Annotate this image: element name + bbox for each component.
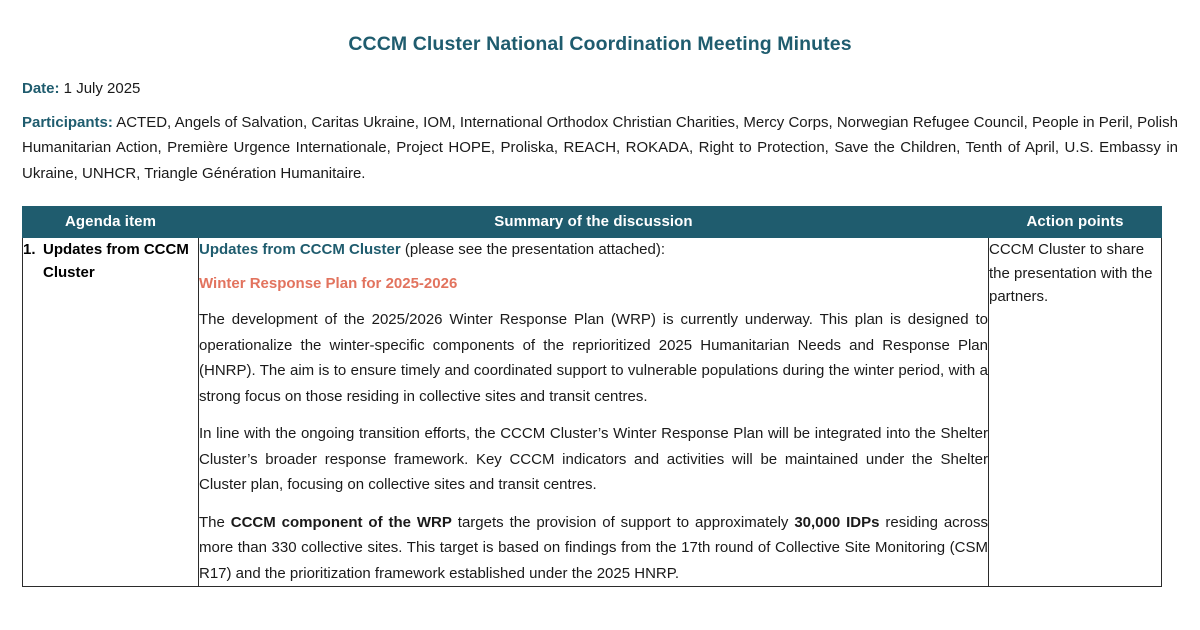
cell-agenda-item	[23, 238, 199, 587]
meta-participants-label: Participants:	[22, 113, 113, 131]
agenda-item-label: Updates from CCCM Cluster	[43, 241, 189, 281]
summary-subheading: Winter Response Plan for 2025-2026	[199, 275, 458, 292]
agenda-item-number: 1.	[23, 241, 36, 258]
cell-action-points	[989, 238, 1162, 587]
meta-participants-line	[22, 110, 1178, 187]
summary-lead-line	[199, 238, 988, 261]
meta-date-label: Date:	[22, 80, 60, 97]
meta-date-line	[22, 76, 1178, 102]
table-header-row	[23, 207, 1162, 238]
summary-p3-bold-1: CCCM component of the WRP	[230, 513, 452, 531]
action-point-text: CCCM Cluster to share the presentation with the partners.	[989, 241, 1153, 305]
summary-paragraph-1: The development of the 2025/2026 Winter Response Plan (WRP) is currently underway. This plan is designed to operationalize the winter-specific components of the reprioritized 2025 Humanitarian Needs and Response Plan (HNRP). The aim is to ensure timely and coordinated support to vulnerable populations during the winter period, with a strong focus on those residing in collective sites and transit centres.	[199, 311, 988, 405]
table-row	[23, 238, 1162, 587]
column-header-action-points: Action points	[989, 207, 1162, 238]
agenda-item-entry	[23, 238, 198, 284]
summary-p3-segment-2: targets the provision of support to approximately	[451, 513, 795, 531]
summary-lead-strong: Updates from CCCM Cluster	[199, 241, 401, 258]
page-title: CCCM Cluster National Coordination Meeting Minutes	[348, 33, 852, 55]
column-header-agenda-item: Agenda item	[23, 207, 199, 238]
summary-p3-bold-2: 30,000 IDPs	[794, 513, 880, 531]
meta-participants-value: ACTED, Angels of Salvation, Caritas Ukraine, IOM, International Orthodox Christian Charities, Mercy Corps, Norwegian Refugee Council, People in Peril, Polish Humanitarian Action, Première Urgence Internationale, Project HOPE, Proliska, REACH, ROKADA, Right to Protection, Save the Children, Tenth of April, U.S. Embassy in Ukraine, UNHCR, Triangle Génération Humanitaire.	[22, 113, 1178, 182]
meeting-minutes-table	[22, 206, 1162, 587]
summary-p3-segment-3: residing across more than 330 collective sites. This target is based on findings from the 17th round of Collective Site Monitoring (CSM R17) and the prioritization framework established under the 2025 HNRP.	[199, 513, 988, 582]
summary-lead-rest: (please see the presentation attached):	[400, 241, 666, 258]
summary-paragraph-2: In line with the ongoing transition efforts, the CCCM Cluster’s Winter Response Plan will be integrated into the Shelter Cluster’s broader response framework. Key CCCM indicators and activities will be maintained under the Shelter Cluster plan, focusing on collective sites and transit centres.	[199, 425, 988, 493]
cell-summary-of-discussion	[199, 238, 989, 587]
summary-p3-segment-1: The	[199, 513, 231, 531]
meta-date-value: 1 July 2025	[59, 80, 141, 97]
summary-paragraph-3	[199, 510, 988, 587]
document-meta	[22, 76, 1178, 186]
column-header-summary: Summary of the discussion	[199, 207, 989, 238]
